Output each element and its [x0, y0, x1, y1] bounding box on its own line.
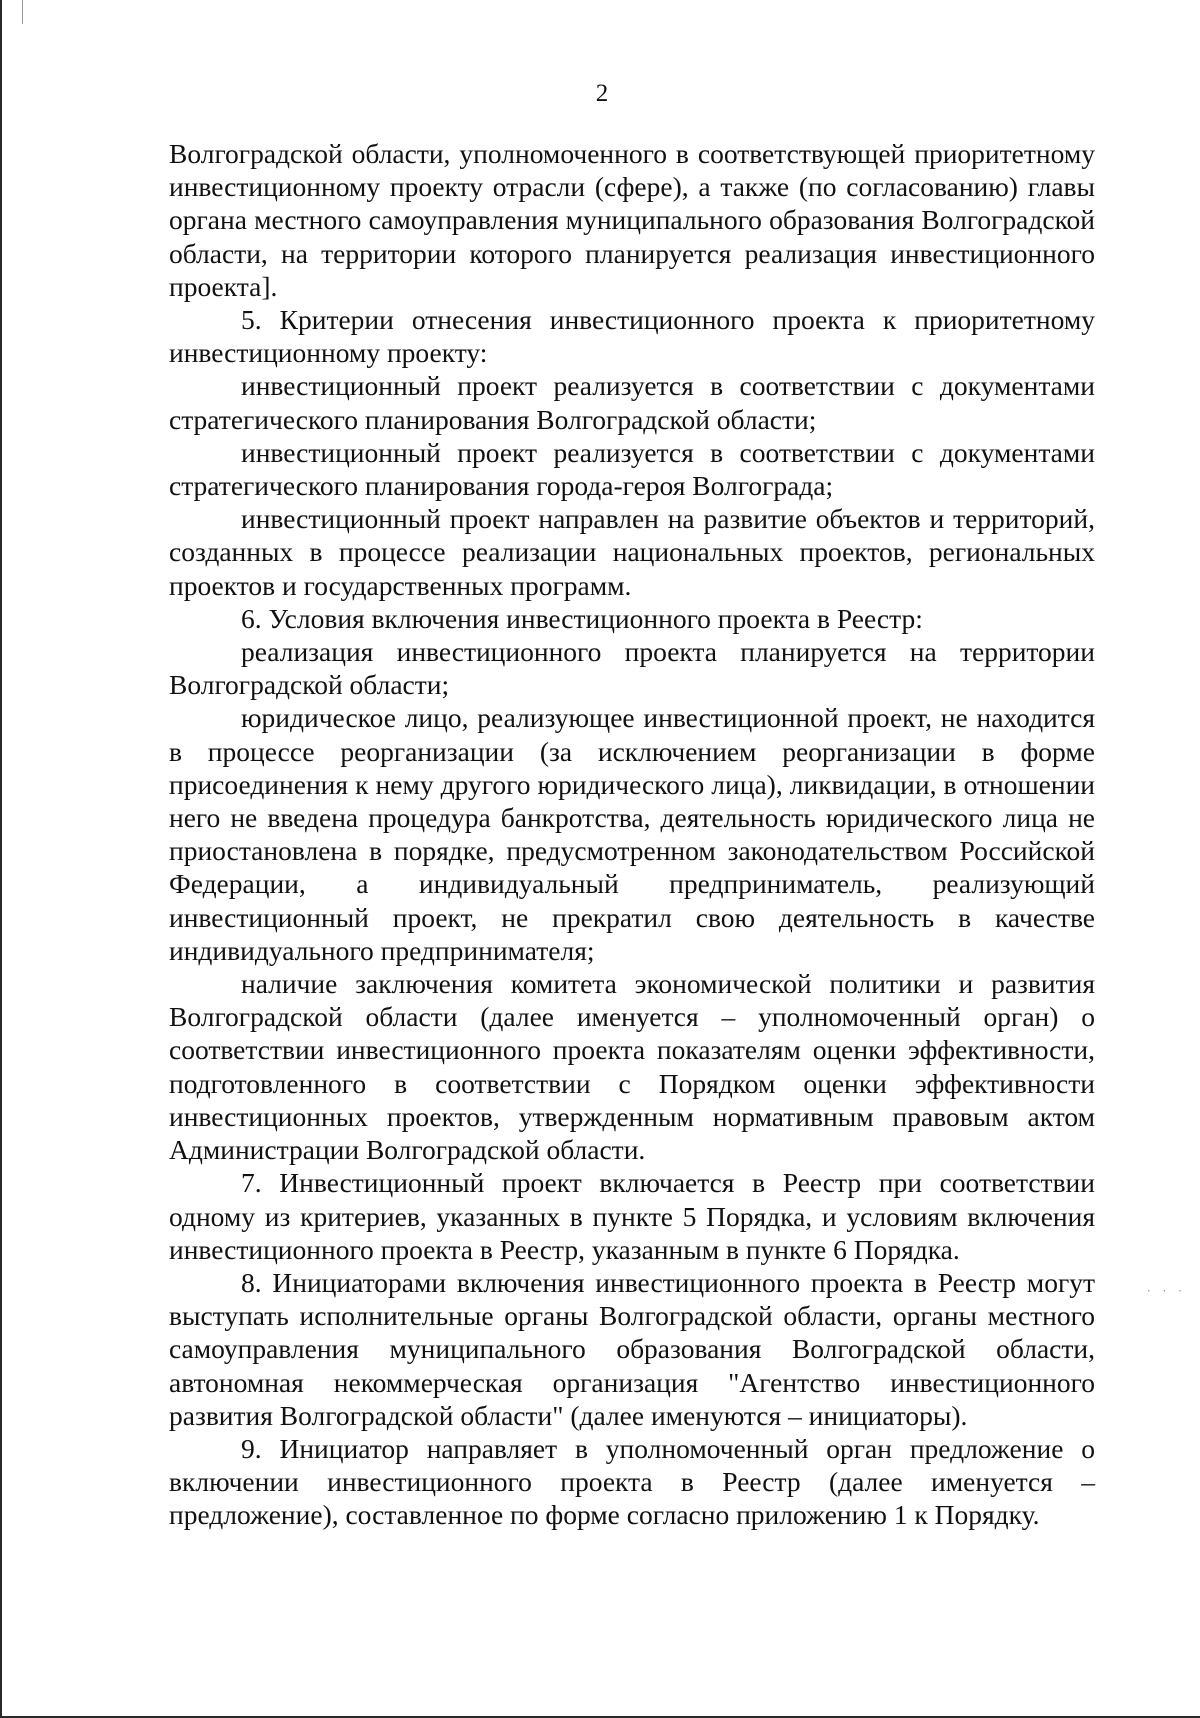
- paragraph-criterion-1: инвестиционный проект реализуется в соответствии с документами стратегического планирования Волгоградской области;: [169, 370, 1095, 435]
- paragraph-condition-2: юридическое лицо, реализующее инвестиционной проект, не находится в процессе реорганизации (за исключением реорганизации в форме присоединения к нему другого юридического лица), ликвидации, в отношении него не введена процедура банкротства, деятельность юридического лица не приостановлена в порядке, предусмотренном законодательством Российской Федерации, а индивидуальный предприниматель, реализующий инвестиционный проект, не прекратил свою деятельность в качестве индивидуального предпринимателя;: [169, 702, 1095, 966]
- paragraph-item-9: 9. Инициатор направляет в уполномоченный орган предложение о включении инвестиционного проекта в Реестр (далее именуется – предложение), составленное по форме согласно приложению 1 к Порядку.: [169, 1432, 1095, 1531]
- scan-artifact-dots: · · ·: [1146, 1284, 1186, 1298]
- document-body: [169, 137, 1095, 1532]
- paragraph-condition-3: наличие заключения комитета экономической политики и развития Волгоградской области (далее именуется – уполномоченный орган) о соответствии инвестиционного проекта показателям оценки эффективности, подготовленного в соответствии с Порядком оценки эффективности инвестиционных проектов, утвержденным нормативным правовым актом Администрации Волгоградской области.: [169, 968, 1095, 1166]
- paragraph-item-8: 8. Инициаторами включения инвестиционного проекта в Реестр могут выступать исполнительные органы Волгоградской области, органы местного самоуправления муниципального образования Волгоградской области, автономная некоммерческая организация "Агентство инвестиционного развития Волгоградской области" (далее именуются – инициаторы).: [169, 1266, 1095, 1431]
- paragraph-criterion-2: инвестиционный проект реализуется в соответствии с документами стратегического планирования города-героя Волгограда;: [169, 436, 1095, 502]
- paragraph-criterion-3: инвестиционный проект направлен на развитие объектов и территорий, созданных в процессе реализации национальных проектов, региональных проектов и государственных программ.: [169, 503, 1095, 601]
- paragraph-condition-1: реализация инвестиционного проекта планируется на территории Волгоградской области;: [169, 636, 1095, 701]
- paragraph-item-7: 7. Инвестиционный проект включается в Реестр при соответствии одному из критериев, указанных в пункте 5 Порядка, и условиям включения инвестиционного проекта в Реестр, указанным в пункте 6 Порядка.: [169, 1167, 1095, 1265]
- paragraph-item-6: 6. Условия включения инвестиционного проекта в Реестр:: [241, 602, 923, 634]
- paragraph-item-5: 5. Критерии отнесения инвестиционного проекта к приоритетному инвестиционному проекту:: [169, 304, 1095, 369]
- scan-mark: [22, 0, 23, 24]
- page-number: 2: [595, 80, 609, 107]
- paragraph-continuation: Волгоградской области, уполномоченного в соответствующей приоритетному инвестиционному проекту отрасли (сфере), а также (по согласованию) главы органа местного самоуправления муниципального образования Волгоградской области, на территории которого планируется реализация инвестиционного проекта].: [169, 138, 1095, 302]
